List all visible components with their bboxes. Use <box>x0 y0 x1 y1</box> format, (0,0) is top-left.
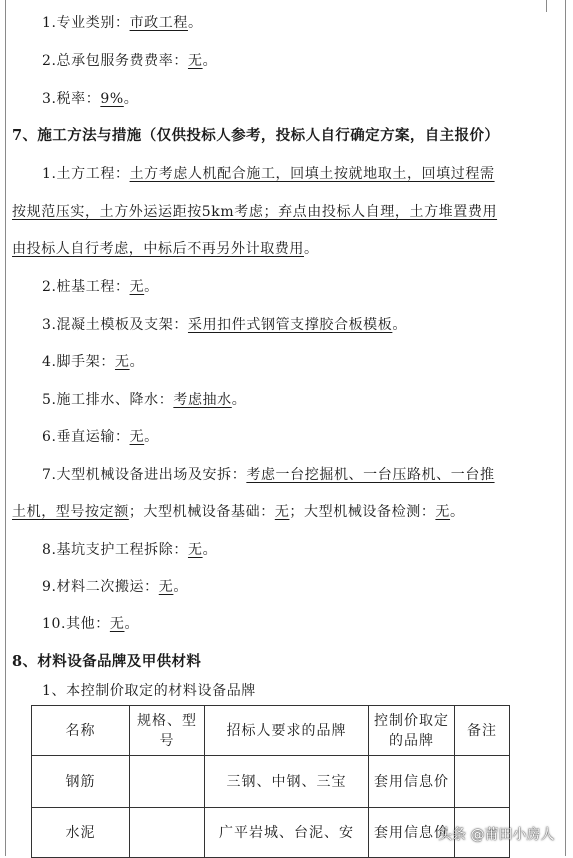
page-frame-mark <box>546 0 547 12</box>
header-adopted-brand: 控制价取定的品牌 <box>369 706 455 756</box>
item-value: 9% <box>100 91 124 107</box>
item-suffix: 。 <box>144 429 159 445</box>
page-frame-left <box>5 0 6 856</box>
earthwork-line-2 <box>12 202 497 222</box>
item-label: ；大型机械设备检测： <box>289 504 436 520</box>
item-value: 无 <box>109 616 125 632</box>
item-suffix: 。 <box>173 579 188 595</box>
item-suffix: 。 <box>124 616 140 632</box>
item-suffix: 。 <box>129 354 145 370</box>
item-other <box>42 614 139 634</box>
item-label: 8.基坑支护工程拆除： <box>42 542 188 558</box>
item-value: 无 <box>187 53 203 69</box>
header-spec: 规格、型号 <box>130 706 205 756</box>
item-value: 由投标人自行考虑，中标后不再另外计取费用 <box>12 241 304 257</box>
item-value: 土方考虑人机配合施工，回填土按就地取土，回填过程需 <box>129 166 495 182</box>
item-value: 土机，型号按定额 <box>12 504 129 520</box>
item-suffix: 。 <box>187 15 203 31</box>
item-label: 1.专业类别： <box>42 15 130 31</box>
item-formwork <box>42 315 407 335</box>
item-suffix: 。 <box>123 91 139 107</box>
cell-name: 水泥 <box>32 808 130 858</box>
item-drainage <box>42 390 246 410</box>
cell-spec <box>130 756 205 808</box>
table-header-row <box>32 706 510 756</box>
item-value: 考虑一台挖掘机、一台压路机、一台推 <box>246 467 495 483</box>
item-value: 无 <box>435 504 451 520</box>
cell-adopted-brand: 套用信息价 <box>369 808 455 858</box>
cell-required-brand: 三钢、中钢、三宝 <box>205 756 369 808</box>
item-suffix: 。 <box>450 504 465 520</box>
item-scaffolding <box>42 352 144 372</box>
cell-adopted-brand: 套用信息价 <box>369 756 455 808</box>
item-label: ；大型机械设备基础： <box>128 504 275 520</box>
heavy-machinery-line-1 <box>42 465 495 485</box>
cell-name: 钢筋 <box>32 756 130 808</box>
item-value: 无 <box>158 579 174 595</box>
item-suffix: 。 <box>144 279 159 295</box>
section-8-heading: 8、材料设备品牌及甲供材料 <box>12 653 202 670</box>
item-label: 4.脚手架： <box>42 354 115 370</box>
item-tax-rate <box>42 89 138 109</box>
item-value: 无 <box>114 354 130 370</box>
item-value: 无 <box>129 429 145 445</box>
item-value: 采用扣件式钢管支撑胶合板模板 <box>187 317 393 333</box>
item-value: 考虑抽水 <box>173 392 232 408</box>
item-category <box>42 13 203 33</box>
header-required-brand: 招标人要求的品牌 <box>205 706 369 756</box>
heavy-machinery-line-2 <box>12 502 465 522</box>
item-label: 3.税率： <box>42 91 101 107</box>
item-label: 2.总承包服务费费率： <box>42 53 188 69</box>
item-suffix: 。 <box>202 53 218 69</box>
earthwork-line-3 <box>12 239 319 259</box>
table-row <box>32 756 510 808</box>
item-suffix: 。 <box>392 317 407 333</box>
item-label: 3.混凝土模板及支架： <box>42 317 188 333</box>
cell-required-brand: 广平岩城、台泥、安 <box>205 808 369 858</box>
item-value: 无 <box>274 504 290 520</box>
item-secondary-handling <box>42 577 188 597</box>
item-label: 9.材料二次搬运： <box>42 579 159 595</box>
item-label: 5.施工排水、降水： <box>42 392 174 408</box>
item-value: 市政工程 <box>129 15 188 31</box>
item-suffix: 。 <box>231 392 247 408</box>
cell-note <box>455 756 510 808</box>
item-pile-foundation <box>42 277 159 297</box>
watermark: 头条 @莆田小房人 <box>438 827 555 843</box>
item-value: 无 <box>129 279 145 295</box>
item-vertical-transport <box>42 427 159 447</box>
section-7-heading: 7、施工方法与措施（仅供投标人参考，投标人自行确定方案，自主报价） <box>12 127 500 144</box>
item-suffix: 。 <box>304 241 319 257</box>
item-label: 10.其他： <box>42 616 110 632</box>
section-8-subheading: 1、本控制价取定的材料设备品牌 <box>42 683 256 699</box>
item-suffix: 。 <box>202 542 218 558</box>
item-pit-support-removal <box>42 540 217 560</box>
item-service-fee-rate <box>42 51 217 71</box>
header-name: 名称 <box>32 706 130 756</box>
cell-spec <box>130 808 205 858</box>
header-note: 备注 <box>455 706 510 756</box>
item-value: 无 <box>187 542 203 558</box>
item-value: 按规范压实，土方外运运距按5km考虑；弃点由投标人自理，土方堆置费用 <box>12 204 498 220</box>
item-label: 2.桩基工程： <box>42 279 130 295</box>
item-label: 1.土方工程： <box>42 166 130 182</box>
earthwork-line-1 <box>42 164 495 184</box>
item-label: 7.大型机械设备进出场及安拆： <box>42 467 247 483</box>
page-frame-right <box>565 0 566 856</box>
item-label: 6.垂直运输： <box>42 429 130 445</box>
